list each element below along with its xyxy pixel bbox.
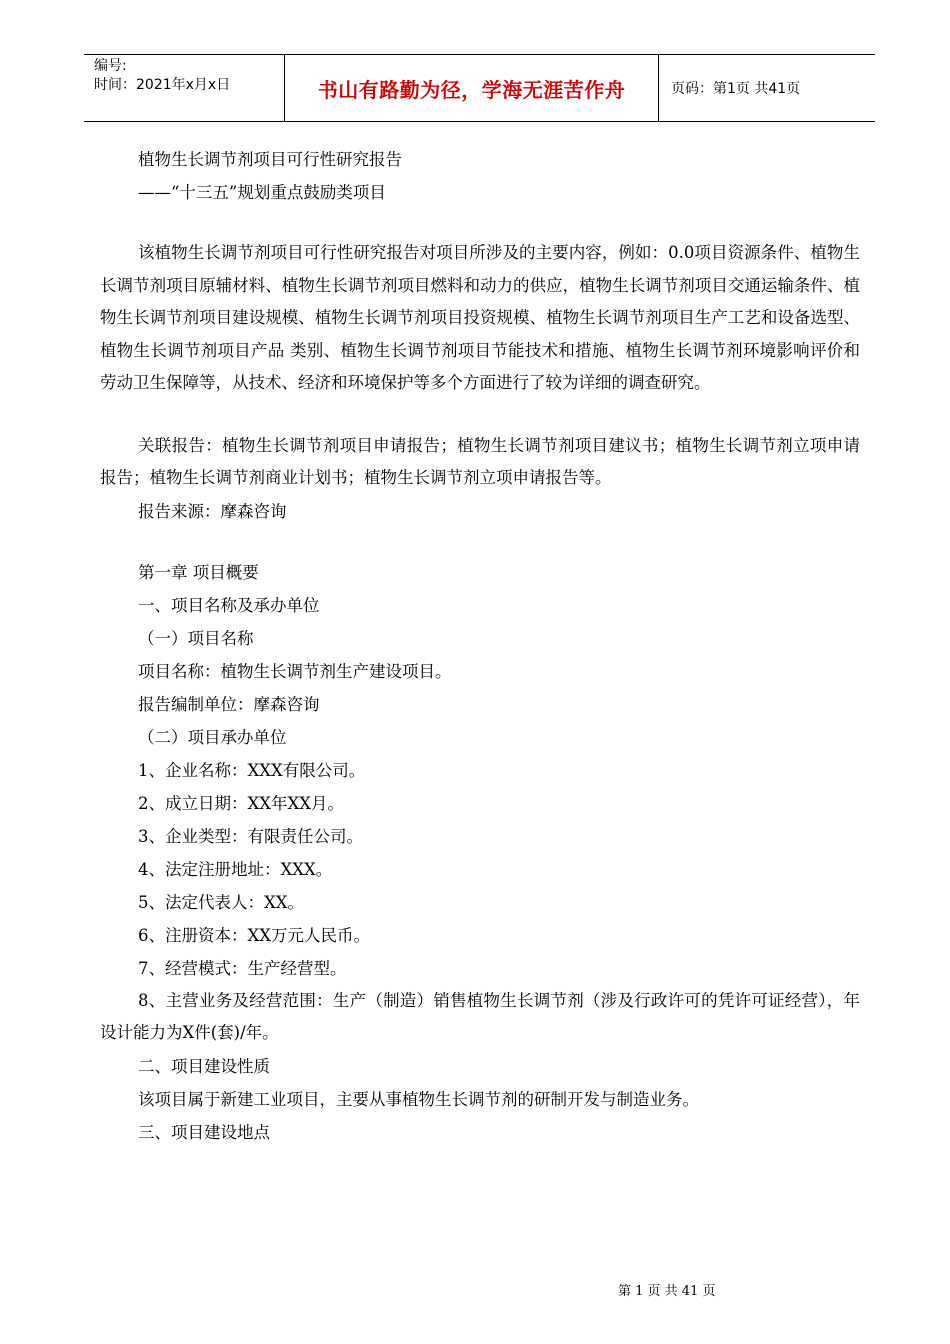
- header-page-info: 页码：第1页 共41页: [671, 81, 801, 97]
- subsection-heading: （一）项目名称: [138, 628, 254, 648]
- chapter-heading: 第一章 项目概要: [138, 562, 259, 582]
- document-number-label: 编号:: [94, 58, 127, 74]
- list-item: 7、经营模式：生产经营型。: [138, 958, 347, 978]
- page-footer: 第 1 页 共 41 页: [618, 1284, 716, 1299]
- subsection-heading: （二）项目承办单位: [138, 727, 287, 747]
- header-meta: [84, 55, 284, 121]
- report-subtitle: ——“十三五”规划重点鼓励类项目: [138, 183, 386, 202]
- document-header: [84, 54, 875, 122]
- list-item: 5、法定代表人：XX。: [138, 892, 304, 912]
- list-item: 2、成立日期：XX年XX月。: [138, 793, 344, 813]
- section-heading: 二、项目建设性质: [138, 1056, 270, 1076]
- document-body: [100, 143, 860, 1149]
- list-item: 8、主营业务及经营范围：生产（制造）销售植物生长调节剂（涉及行政许可的凭许可证经营），年设计能力为X件(套)/年。: [100, 990, 860, 1042]
- list-item: 1、企业名称：XXX有限公司。: [138, 760, 366, 780]
- compiler-unit: 报告编制单位：摩森咨询: [138, 694, 320, 714]
- list-item: 3、企业类型：有限责任公司。: [138, 826, 363, 846]
- header-motto-cell: [284, 55, 659, 121]
- project-name: 项目名称：植物生长调节剂生产建设项目。: [138, 661, 452, 681]
- construction-nature: 该项目属于新建工业项目，主要从事植物生长调节剂的研制开发与制造业务。: [138, 1089, 699, 1109]
- section-heading: 三、项目建设地点: [138, 1122, 270, 1142]
- intro-paragraph: 该植物生长调节剂项目可行性研究报告对项目所涉及的主要内容，例如：0.0项目资源条件、植物生长调节剂项目原辅材料、植物生长调节剂项目燃料和动力的供应，植物生长调节剂项目交通运输条件、植物生长调节剂项目建设规模、植物生长调节剂项目投资规模、植物生长调节剂项目生产工艺和设备选型、植物生长调节剂项目产品 类别、植物生长调节剂项目节能技术和措施、植物生长调节剂环境影响评价和劳动卫生保障等，从技术、经济和环境保护等多个方面进行了较为详细的调查研究。: [100, 243, 860, 392]
- list-item: 4、法定注册地址：XXX。: [138, 859, 333, 879]
- list-item: 6、注册资本：XX万元人民币。: [138, 925, 370, 945]
- document-time: 时间：2021年x月x日: [94, 77, 231, 93]
- section-heading: 一、项目名称及承办单位: [138, 595, 320, 615]
- report-source: 报告来源：摩森咨询: [138, 501, 287, 521]
- report-title: 植物生长调节剂项目可行性研究报告: [138, 150, 402, 169]
- related-reports: 关联报告：植物生长调节剂项目申请报告；植物生长调节剂项目建议书；植物生长调节剂立项申请报告；植物生长调节剂商业计划书；植物生长调节剂立项申请报告等。: [100, 435, 860, 487]
- header-motto: 书山有路勤为径，学海无涯苦作舟: [317, 77, 626, 102]
